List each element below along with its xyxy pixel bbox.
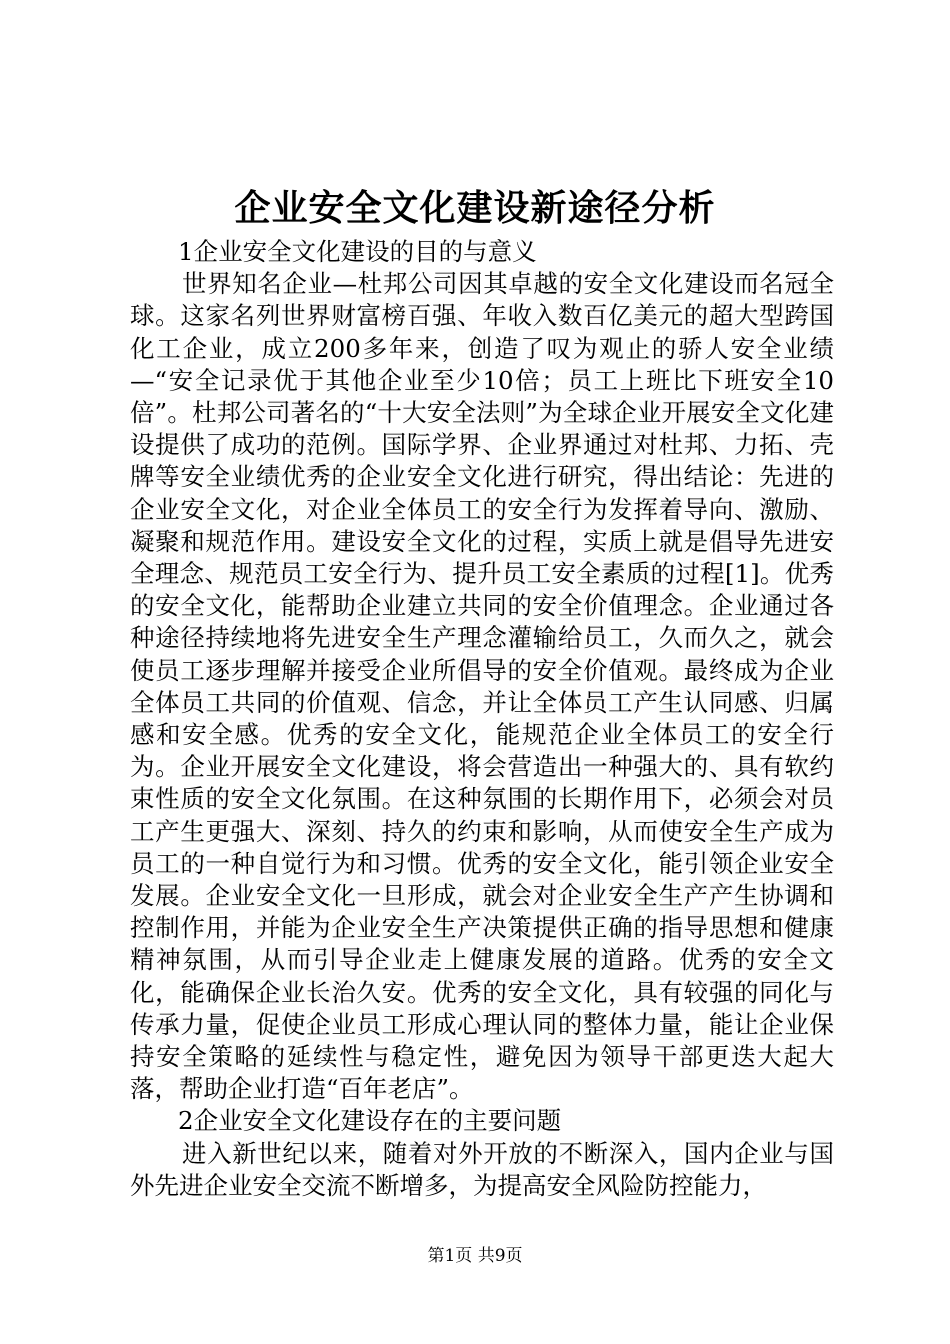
- section-1-paragraph: 世界知名企业—杜邦公司因其卓越的安全文化建设而名冠全球。这家名列世界财富榜百强、年收入数百亿美元的超大型跨国化工企业，成立200多年来，创造了叹为观止的骄人安全业绩—“安全记录优于其他企业至少10倍；员工上班比下班安全10倍”。杜邦公司著名的“十大安全法则”为全球企业开展安全文化建设提供了成功的范例。国际学界、企业界通过对杜邦、力拓、壳牌等安全业绩优秀的企业安全文化进行研究，得出结论：先进的企业安全文化，对企业全体员工的安全行为发挥着导向、激励、凝聚和规范作用。建设安全文化的过程，实质上就是倡导先进安全理念、规范员工安全行为、提升员工安全素质的过程[1]。优秀的安全文化，能帮助企业建立共同的安全价值理念。企业通过各种途径持续地将先进安全生产理念灌输给员工，久而久之，就会使员工逐步理解并接受企业所倡导的安全价值观。最终成为企业全体员工共同的价值观、信念，并让全体员工产生认同感、归属感和安全感。优秀的安全文化，能规范企业全体员工的安全行为。企业开展安全文化建设，将会营造出一种强大的、具有软约束性质的安全文化氛围。在这种氛围的长期作用下，必须会对员工产生更强大、深刻、持久的约束和影响，从而使安全生产成为员工的一种自觉行为和习惯。优秀的安全文化，能引领企业安全发展。企业安全文化一旦形成，就会对企业安全生产产生协调和控制作用，并能为企业安全生产决策提供正确的指导思想和健康精神氛围，从而引导企业走上健康发展的道路。优秀的安全文化，能确保企业长治久安。优秀的安全文化，具有较强的同化与传承力量，促使企业员工形成心理认同的整体力量，能让企业保持安全策略的延续性与稳定性，避免因为领导干部更迭大起大落，帮助企业打造“百年老店”。: [130, 269, 834, 1104]
- section-1-heading: 1企业安全文化建设的目的与意义: [178, 237, 537, 266]
- page-number-footer: 第1页 共9页: [427, 1246, 523, 1266]
- section-2-heading: 2企业安全文化建设存在的主要问题: [178, 1106, 562, 1136]
- document-title: 企业安全文化建设新途径分析: [234, 187, 716, 229]
- document-body: [130, 236, 834, 1202]
- section-2-paragraph: 进入新世纪以来，随着对外开放的不断深入，国内企业与国外先进企业安全交流不断增多，为提高安全风险防控能力，: [130, 1138, 834, 1200]
